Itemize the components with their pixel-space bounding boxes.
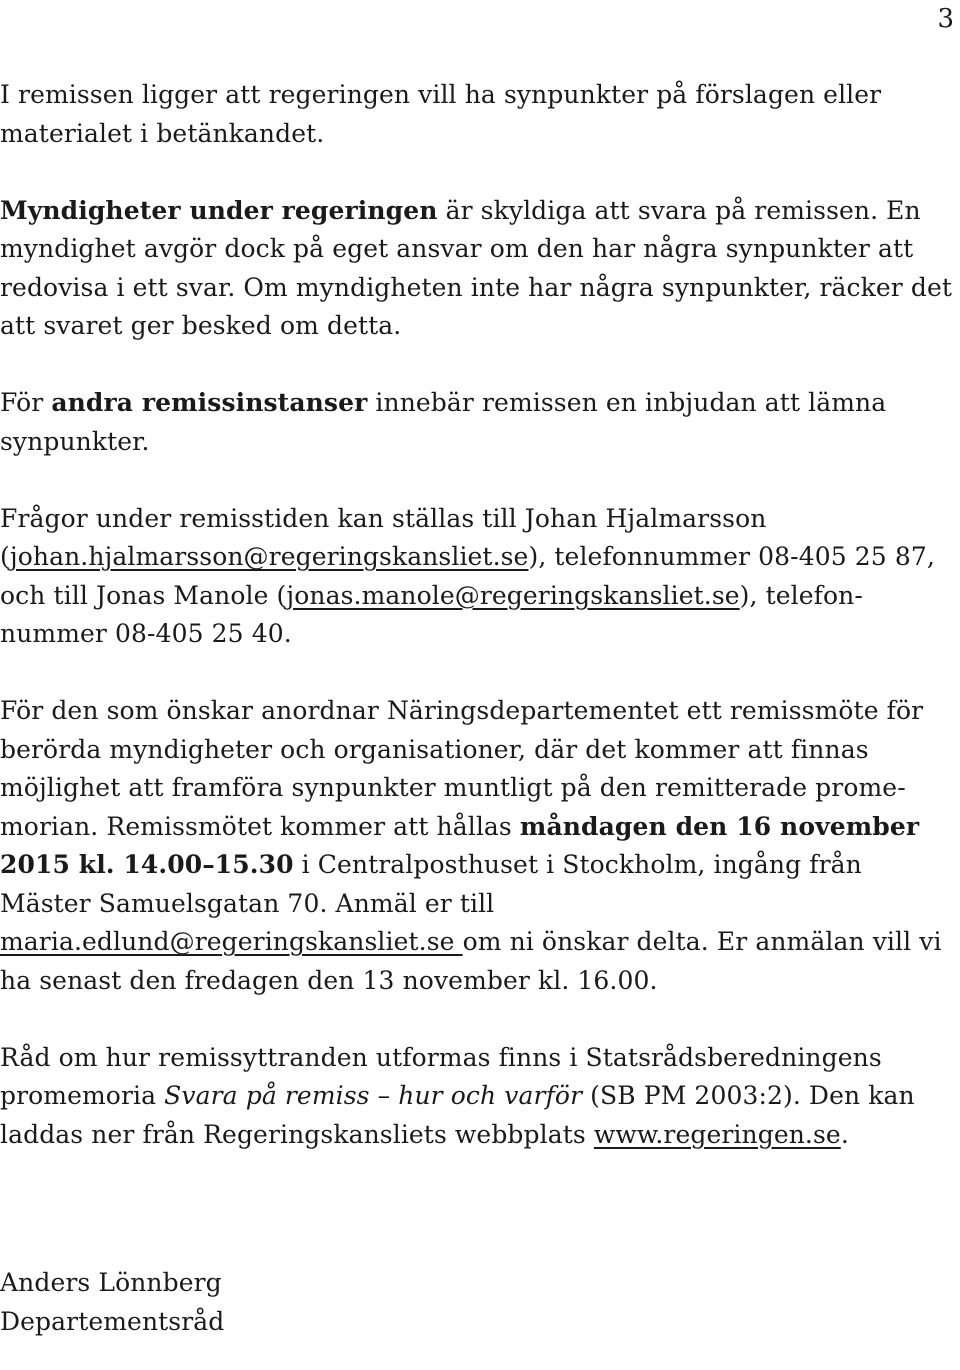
signatory-name: Anders Lönnberg [0, 1268, 222, 1297]
paragraph-contacts: Frågor under remisstiden kan ställas till Johan Hjalmarsson (johan.hjalmarsson@regeringskansliet.se), telefonnummer 08-405 25 87, och till Jonas Manole (jonas.manole@regeringskansliet.se), telefon-nummer 08-405 25 40. [0, 503, 935, 648]
website-link[interactable]: www.regeringen.se [593, 1119, 841, 1149]
document-body [0, 76, 952, 1341]
other-instances-heading: andra remissinstanser [51, 388, 368, 417]
paragraph-authorities: Myndigheter under regeringen är skyldiga att svara på remissen. En myndighet avgör dock på eget ansvar om den har några synpunkter att redovisa i ett svar. Om myndigheten inte har några synpunkter, räcker det att svaret ger besked om detta. [0, 195, 952, 340]
authorities-heading: Myndigheter under regeringen [0, 195, 438, 225]
page-number: 3 [937, 4, 954, 34]
signature-block [0, 1264, 952, 1341]
signatory-title: Departementsråd [0, 1306, 225, 1336]
paragraph-other-instances: För andra remissinstanser innebär remissen en inbjudan att lämna synpunkter. [0, 388, 887, 456]
paragraph-intro: I remissen ligger att regeringen vill ha synpunkter på förslagen eller materialet i betänkandet. [0, 80, 882, 148]
email-link-jonas[interactable]: jonas.manole@regeringskansliet.se [286, 580, 740, 610]
paragraph-meeting: För den som önskar anordnar Näringsdepartementet ett remissmöte för berörda myndigheter och organisationer, där det kommer att finnas möjlighet att framföra synpunkter muntligt på den remitterade prome-morian. Remissmötet kommer att hållas måndagen den 16 november 2015 kl. 14.00–15.30 i Centralposthuset i Stockholm, ingång från Mäster Samuelsgatan 70. Anmäl er till maria.edlund@regeringskansliet.se om ni önskar delta. Er anmälan vill vi ha senast den fredagen den 13 november kl. 16.00. [0, 696, 942, 995]
email-link-maria[interactable]: maria.edlund@regeringskansliet.se [0, 927, 463, 956]
email-link-johan[interactable]: johan.hjalmarsson@regeringskansliet.se [9, 542, 529, 571]
paragraph-advice: Råd om hur remissyttranden utformas finns i Statsrådsberedningens promemoria Svara på remiss – hur och varför (SB PM 2003:2). Den kan laddas ner från Regeringskansliets webbplats www.regeringen.se. [0, 1042, 915, 1149]
publication-title: Svara på remiss – hur och varför [164, 1081, 583, 1110]
meeting-datetime: måndagen den 16 november 2015 kl. 14.00–15.30 [0, 811, 920, 879]
